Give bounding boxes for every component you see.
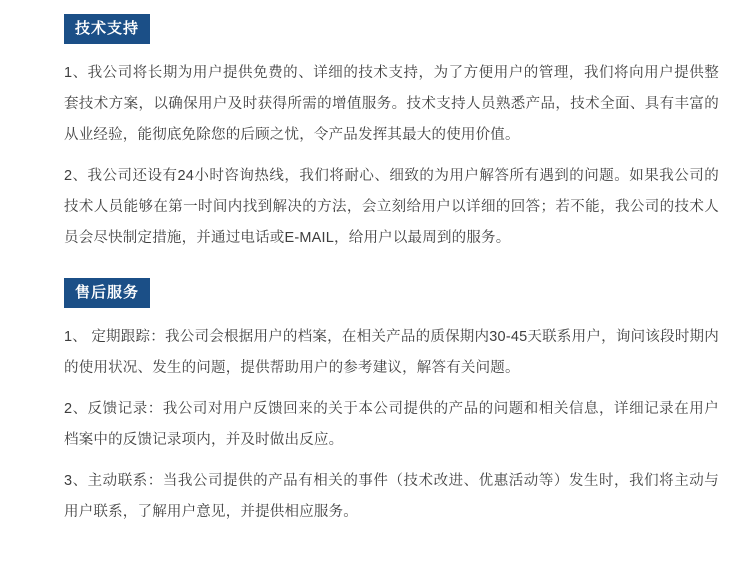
section-heading-wrap-after-sales-service xyxy=(64,274,722,322)
section-heading-wrap-technical-support xyxy=(64,10,722,58)
paragraph: 2、反馈记录：我公司对用户反馈回来的关于本公司提供的产品的问题和相关信息，详细记录在用户档案中的反馈记录项内，并及时做出反应。 xyxy=(64,401,719,448)
paragraph: 2、我公司还设有24小时咨询热线，我们将耐心、细致的为用户解答所有遇到的问题。如果我公司的技术人员能够在第一时间内找到解决的方法，会立刻给用户以详细的回答；若不能，我公司的技术人员会尽快制定措施，并通过电话或E-MAIL，给用户以最周到的服务。 xyxy=(64,168,719,246)
paragraph: 3、主动联系：当我公司提供的产品有相关的事件（技术改进、优惠活动等）发生时，我们将主动与用户联系，了解用户意见，并提供相应服务。 xyxy=(64,473,719,520)
section-technical-support xyxy=(64,10,722,254)
section-heading-after-sales-service: 售后服务 xyxy=(64,278,150,308)
paragraph: 1、 定期跟踪：我公司会根据用户的档案，在相关产品的质保期内30-45天联系用户，询问该段时期内的使用状况、发生的问题，提供帮助用户的参考建议，解答有关问题。 xyxy=(64,329,719,376)
section-after-sales-service xyxy=(64,274,722,528)
paragraph: 1、我公司将长期为用户提供免费的、详细的技术支持，为了方便用户的管理，我们将向用户提供整套技术方案，以确保用户及时获得所需的增值服务。技术支持人员熟悉产品，技术全面、具有丰富的从业经验，能彻底免除您的后顾之忧，令产品发挥其最大的使用价值。 xyxy=(64,65,719,143)
section-heading-technical-support: 技术支持 xyxy=(64,14,150,44)
